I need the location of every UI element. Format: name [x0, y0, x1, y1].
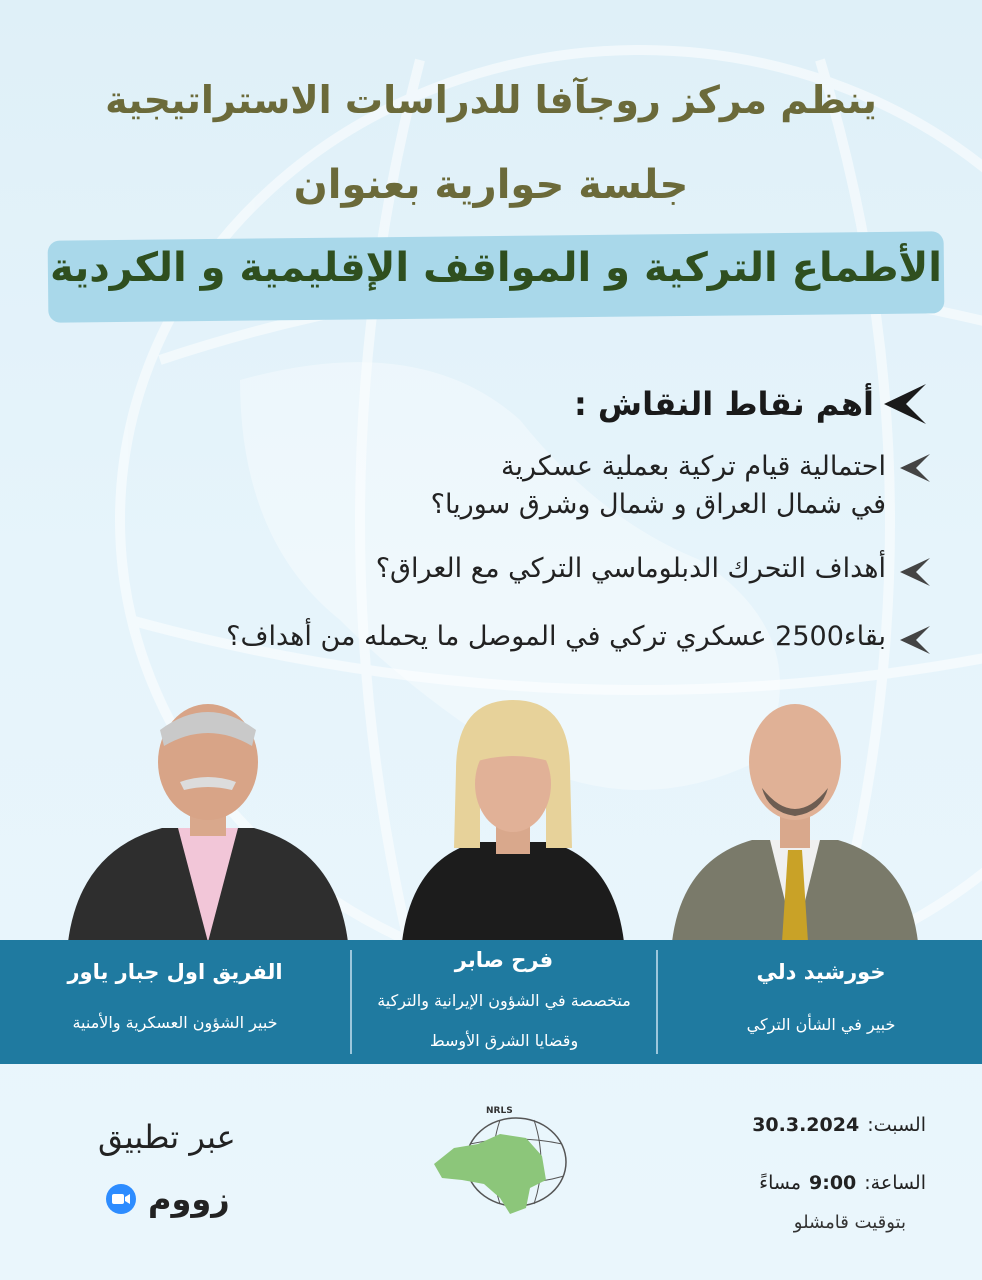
- speaker-2-role-extra: وقضايا الشرق الأوسط: [429, 1031, 579, 1050]
- speaker-photo-1: [662, 700, 928, 942]
- speaker-3-role: خبير الشؤون العسكرية والأمنية: [72, 1013, 278, 1032]
- speaker-3-name: الفريق اول جبار ياور: [67, 960, 283, 984]
- event-date: السبت: 30.3.2024: [752, 1114, 926, 1136]
- discussion-heading: [574, 382, 928, 426]
- topic-title: الأطماع التركية و المواقف الإقليمية و الكردية: [50, 245, 942, 291]
- logo-text: NRLS: [486, 1106, 513, 1116]
- platform-app: [106, 1180, 230, 1218]
- event-time: الساعة: 9:00 مساءً: [759, 1172, 926, 1194]
- speaker-1-role: خبير في الشأن التركي: [746, 1015, 896, 1034]
- speaker-2-role: متخصصة في الشؤون الإيرانية والتركية: [377, 991, 631, 1010]
- speaker-photo-3: [62, 700, 354, 942]
- chevron-left-icon: [896, 556, 932, 588]
- session-title: جلسة حوارية بعنوان: [293, 162, 689, 208]
- discussion-heading-text: أهم نقاط النقاش :: [573, 385, 874, 423]
- nrls-logo: [430, 1104, 570, 1218]
- speaker-photo-2: [396, 700, 630, 942]
- chevron-left-icon: [896, 624, 932, 656]
- organizer-title: ينظم مركز روجآفا للدراسات الاستراتيجية: [105, 78, 877, 122]
- speaker-1-name: خورشيد دلي: [756, 960, 886, 984]
- speaker-divider: [350, 950, 352, 1054]
- discussion-point-2: أهداف التحرك الدبلوماسي التركي مع العراق؟: [375, 553, 886, 584]
- event-timezone: بتوقيت قامشلو: [793, 1212, 906, 1233]
- discussion-point-1: احتمالية قيام تركية بعملية عسكرية في شمال العراق و شمال وشرق سوريا؟: [430, 451, 886, 520]
- arrow-icon: [880, 382, 928, 426]
- discussion-point-3: بقاء2500 عسكري تركي في الموصل ما يحمله من أهداف؟: [226, 621, 886, 652]
- platform-via: عبر تطبيق: [98, 1118, 236, 1156]
- speaker-2-name: فرح صابر: [454, 948, 554, 972]
- speaker-divider: [656, 950, 658, 1054]
- zoom-label: زووم: [148, 1180, 230, 1218]
- chevron-left-icon: [896, 452, 932, 484]
- zoom-icon: [106, 1184, 136, 1214]
